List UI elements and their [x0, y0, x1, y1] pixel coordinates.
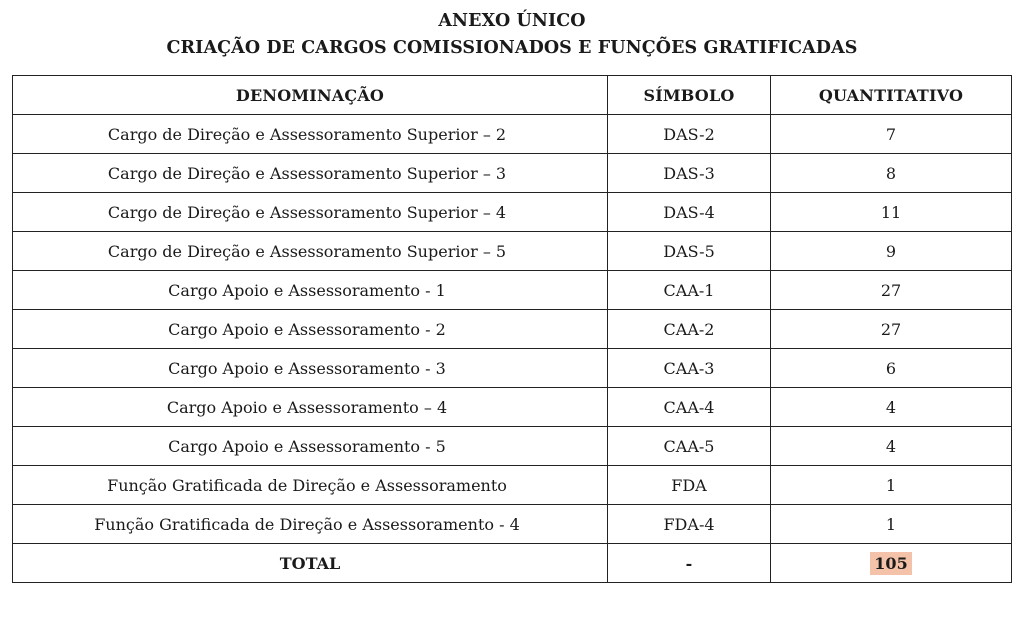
title-annex: ANEXO ÚNICO	[438, 11, 586, 31]
document-title	[0, 8, 1024, 62]
cell-simbolo: DAS-5	[608, 232, 771, 271]
cell-quantitativo: 6	[771, 349, 1012, 388]
table-row	[13, 271, 1012, 310]
positions-table	[12, 75, 1012, 583]
cell-simbolo: CAA-5	[608, 427, 771, 466]
table-header-row	[13, 76, 1012, 115]
header-denominacao: DENOMINAÇÃO	[13, 76, 608, 115]
cell-simbolo: CAA-1	[608, 271, 771, 310]
cell-quantitativo: 4	[771, 388, 1012, 427]
table-row	[13, 310, 1012, 349]
table-row	[13, 466, 1012, 505]
cell-denominacao: Cargo Apoio e Assessoramento – 4	[13, 388, 608, 427]
cell-denominacao: Cargo Apoio e Assessoramento - 2	[13, 310, 608, 349]
table-row	[13, 193, 1012, 232]
cell-quantitativo: 1	[771, 466, 1012, 505]
table-row	[13, 427, 1012, 466]
cell-quantitativo: 4	[771, 427, 1012, 466]
total-label: TOTAL	[13, 544, 608, 583]
cell-simbolo: DAS-3	[608, 154, 771, 193]
title-subject: CRIAÇÃO DE CARGOS COMISSIONADOS E FUNÇÕES GRATIFICADAS	[166, 38, 858, 58]
header-quantitativo: QUANTITATIVO	[771, 76, 1012, 115]
cell-simbolo: CAA-3	[608, 349, 771, 388]
cell-denominacao: Cargo de Direção e Assessoramento Superior – 4	[13, 193, 608, 232]
cell-denominacao: Função Gratificada de Direção e Assessoramento	[13, 466, 608, 505]
total-quantitativo-cell	[771, 544, 1012, 583]
total-quantitativo-highlighted: 105	[870, 552, 911, 575]
table-row	[13, 115, 1012, 154]
cell-quantitativo: 9	[771, 232, 1012, 271]
cell-simbolo: FDA-4	[608, 505, 771, 544]
cell-simbolo: CAA-4	[608, 388, 771, 427]
header-simbolo: SÍMBOLO	[608, 76, 771, 115]
cell-simbolo: CAA-2	[608, 310, 771, 349]
cell-denominacao: Cargo de Direção e Assessoramento Superior – 5	[13, 232, 608, 271]
cell-quantitativo: 27	[771, 310, 1012, 349]
cell-simbolo: DAS-4	[608, 193, 771, 232]
cell-quantitativo: 8	[771, 154, 1012, 193]
cell-quantitativo: 7	[771, 115, 1012, 154]
cell-denominacao: Cargo Apoio e Assessoramento - 1	[13, 271, 608, 310]
cell-quantitativo: 1	[771, 505, 1012, 544]
cell-denominacao: Cargo de Direção e Assessoramento Superior – 2	[13, 115, 608, 154]
total-simbolo: -	[608, 544, 771, 583]
total-row	[13, 544, 1012, 583]
cell-quantitativo: 11	[771, 193, 1012, 232]
table-row	[13, 232, 1012, 271]
cell-denominacao: Cargo de Direção e Assessoramento Superior – 3	[13, 154, 608, 193]
cell-denominacao: Função Gratificada de Direção e Assessoramento - 4	[13, 505, 608, 544]
cell-simbolo: FDA	[608, 466, 771, 505]
table-row	[13, 154, 1012, 193]
table-row	[13, 349, 1012, 388]
cell-quantitativo: 27	[771, 271, 1012, 310]
cell-denominacao: Cargo Apoio e Assessoramento - 5	[13, 427, 608, 466]
cell-simbolo: DAS-2	[608, 115, 771, 154]
table-row	[13, 505, 1012, 544]
cell-denominacao: Cargo Apoio e Assessoramento - 3	[13, 349, 608, 388]
table-row	[13, 388, 1012, 427]
